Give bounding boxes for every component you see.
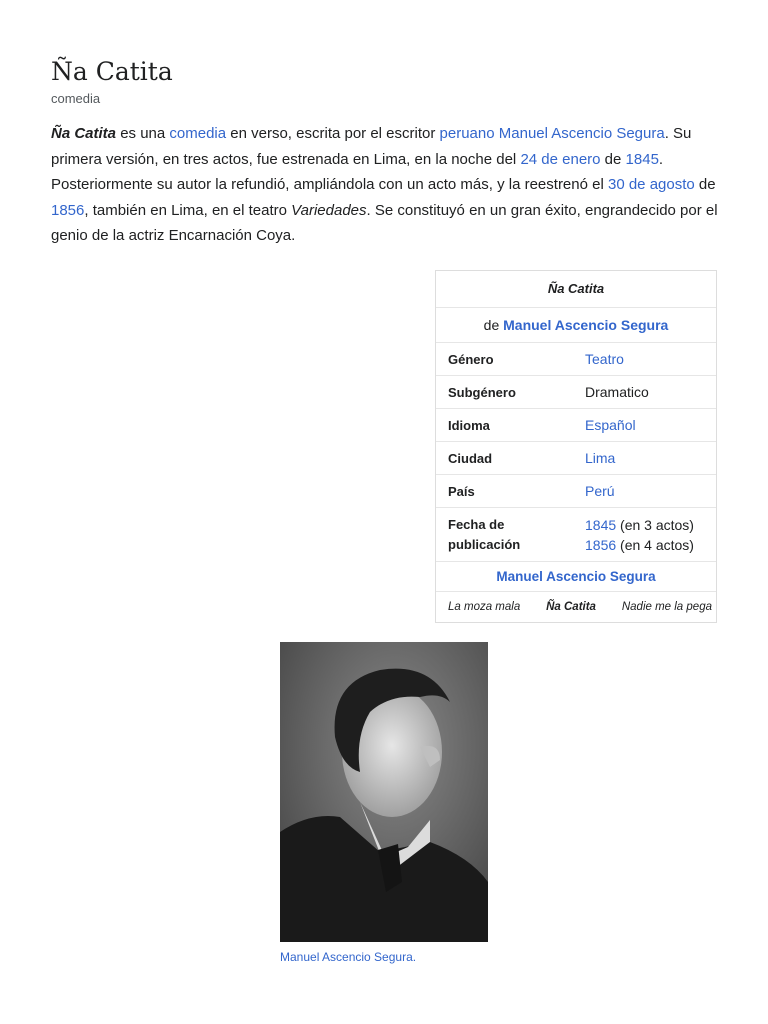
- link-author[interactable]: Manuel Ascencio Segura: [498, 125, 665, 142]
- infobox-value-link[interactable]: Español: [585, 417, 636, 433]
- lead-text: de: [600, 150, 626, 168]
- lead-text: es una: [116, 125, 170, 142]
- nav-current-work: Ña Catita: [546, 601, 596, 613]
- infobox-row-ciudad: [436, 442, 716, 475]
- portrait-photo[interactable]: [280, 642, 488, 942]
- lead-paragraph: [51, 121, 721, 249]
- link-30-agosto[interactable]: 30 de agosto: [607, 176, 695, 193]
- infobox-row-publicacion: [436, 508, 716, 562]
- infobox-author-link[interactable]: Manuel Ascencio Segura: [503, 317, 669, 333]
- page-subtitle: comedia: [51, 91, 101, 106]
- infobox-label: Género: [448, 351, 494, 367]
- infobox-row-genero: [436, 343, 716, 376]
- infobox-footer: [436, 562, 716, 592]
- infobox-value-link[interactable]: Teatro: [585, 351, 624, 367]
- link-1845[interactable]: 1845: [625, 150, 659, 168]
- link-comedia[interactable]: comedia: [169, 125, 227, 142]
- infobox-row-idioma: [436, 409, 716, 442]
- portrait-caption[interactable]: Manuel Ascencio Segura.: [280, 950, 417, 964]
- page-title: Ña Catita: [51, 57, 173, 86]
- infobox-value-link[interactable]: Perú: [585, 483, 615, 499]
- infobox-row-subgenero: [436, 376, 716, 409]
- infobox-title: Ña Catita: [436, 271, 716, 308]
- infobox-label: Idioma: [448, 417, 490, 433]
- lead-text: de: [694, 176, 716, 193]
- nav-previous-work: La moza mala: [448, 601, 521, 613]
- lead-text: . Posteriormente su autor la refundió, ampliándola con un acto más, y la reestrenó el: [51, 150, 664, 193]
- infobox-label: [436, 515, 585, 555]
- infobox-author-prefix: de: [483, 317, 504, 333]
- infobox: [435, 270, 717, 623]
- link-1856[interactable]: 1856: [51, 201, 85, 219]
- infobox-label-line: publicación: [448, 537, 521, 552]
- infobox-value-link[interactable]: Lima: [585, 450, 616, 466]
- infobox-footer-author-link[interactable]: Manuel Ascencio Segura: [496, 569, 656, 584]
- link-year-1845[interactable]: 1845: [585, 517, 617, 533]
- link-peruano[interactable]: peruano: [439, 125, 495, 142]
- lead-text: , también en Lima, en el teatro: [84, 201, 292, 219]
- infobox-value: Dramatico: [585, 384, 649, 400]
- infobox-label: País: [448, 483, 475, 499]
- portrait-photo-icon: [280, 642, 488, 942]
- infobox-label: Subgénero: [448, 384, 516, 400]
- link-year-1856[interactable]: 1856: [585, 537, 617, 553]
- infobox-author: [436, 308, 716, 343]
- infobox-label: Ciudad: [448, 450, 493, 466]
- lead-text: . Su primera versión, en tres actos, fue estrenada en Lima, en la noche del: [51, 125, 692, 168]
- lead-theatre-name: Variedades: [291, 201, 367, 219]
- infobox-row-pais: [436, 475, 716, 508]
- lead-bold-title: Ña Catita: [51, 125, 117, 142]
- link-24-enero[interactable]: 24 de enero: [520, 150, 601, 168]
- infobox-navigation: [436, 592, 716, 622]
- infobox-value: [585, 515, 716, 555]
- nav-next-work: Nadie me la pega: [621, 601, 712, 613]
- pub-note: (en 3 actos): [616, 517, 694, 533]
- infobox-label-line: Fecha de: [448, 517, 505, 532]
- lead-text: . Se constituyó en un gran éxito, engrandecido por el genio de la actriz Encarnación Coya.: [51, 201, 718, 244]
- pub-note: (en 4 actos): [616, 537, 694, 553]
- lead-text: en verso, escrita por el escritor: [226, 125, 440, 142]
